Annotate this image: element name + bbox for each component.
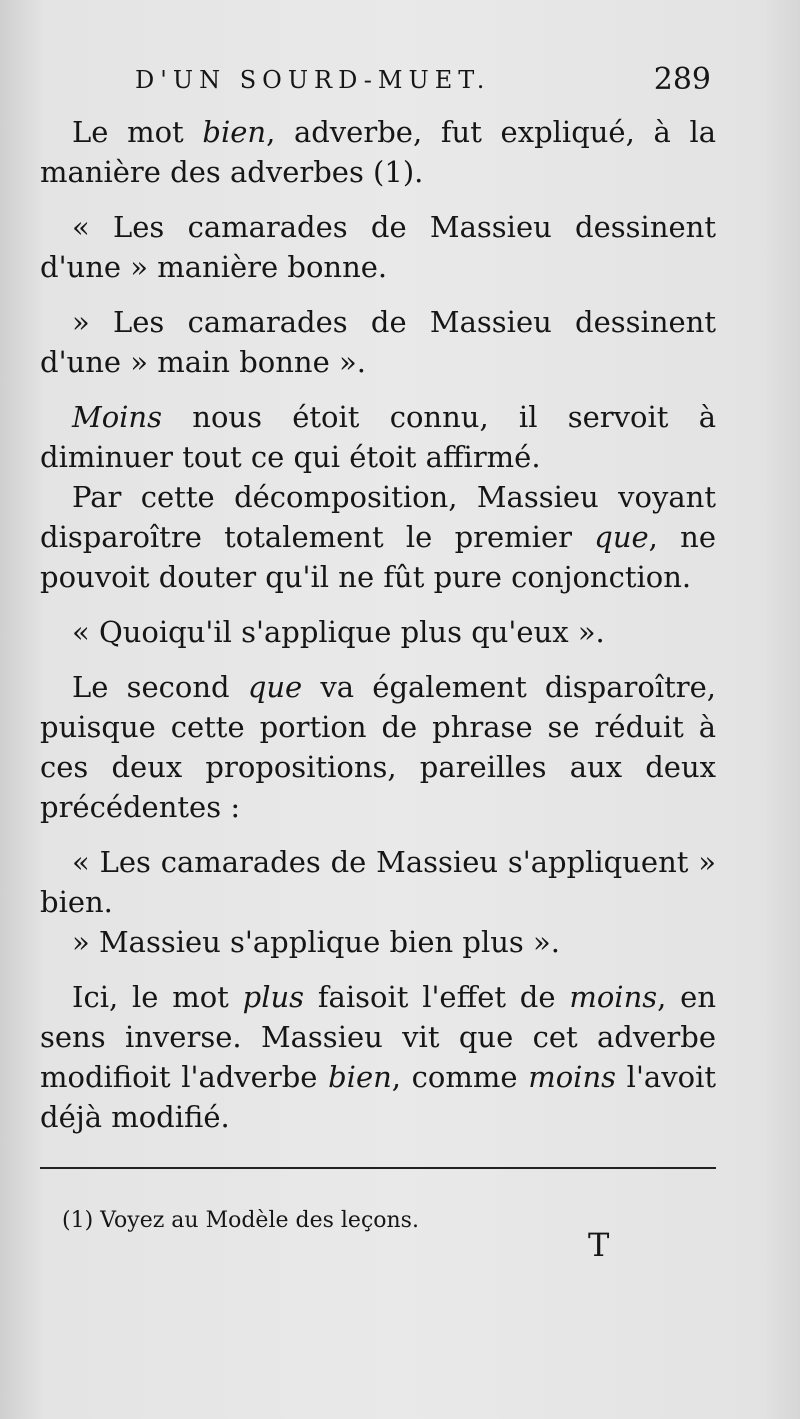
italic-word: que — [594, 520, 649, 554]
paragraph: Par cette décomposition, Massieu voyant disparoître totalement le premier que, ne pouvoit douter qu'il ne fût pure conjonction. — [40, 480, 716, 594]
paragraph: Ici, le mot plus faisoit l'effet de moins, en sens inverse. Massieu vit que cet adverbe modifioit l'adverbe bien, comme moins l'avoit déjà modifié. — [40, 980, 716, 1134]
italic-word: moins — [569, 980, 658, 1014]
footnote-rule — [40, 1167, 716, 1169]
italic-word: bien — [328, 1060, 392, 1094]
italic-word: que — [247, 670, 303, 704]
italic-word: Moins — [72, 400, 162, 434]
paragraph: « Les camarades de Massieu s'appliquent » bien. — [40, 845, 716, 919]
body-text — [40, 112, 716, 1137]
paragraph: Le second que va également disparoître, puisque cette portion de phrase se réduit à ces deux propositions, pareilles aux deux précédentes : — [40, 670, 717, 824]
italic-word: plus — [242, 980, 305, 1014]
footnote: (1) Voyez au Modèle des leçons. — [62, 1208, 419, 1233]
paragraph: Moins nous étoit connu, il servoit à diminuer tout ce qui étoit affirmé. — [40, 400, 716, 474]
page-number: 289 — [653, 62, 711, 97]
italic-word: moins — [528, 1060, 617, 1094]
page-header — [135, 62, 715, 106]
signature-mark: T — [588, 1226, 610, 1264]
paragraph: « Quoiqu'il s'applique plus qu'eux ». — [72, 615, 605, 649]
running-title: D'UN SOURD-MUET. — [135, 66, 491, 94]
paragraph: Le mot bien, adverbe, fut expliqué, à la manière des adverbes (1). — [40, 115, 717, 189]
italic-word: bien — [202, 115, 267, 149]
paragraph: » Massieu s'applique bien plus ». — [72, 925, 560, 959]
paragraph: « Les camarades de Massieu dessinent d'une » manière bonne. — [40, 210, 716, 284]
paragraph: » Les camarades de Massieu dessinent d'une » main bonne ». — [40, 305, 716, 379]
